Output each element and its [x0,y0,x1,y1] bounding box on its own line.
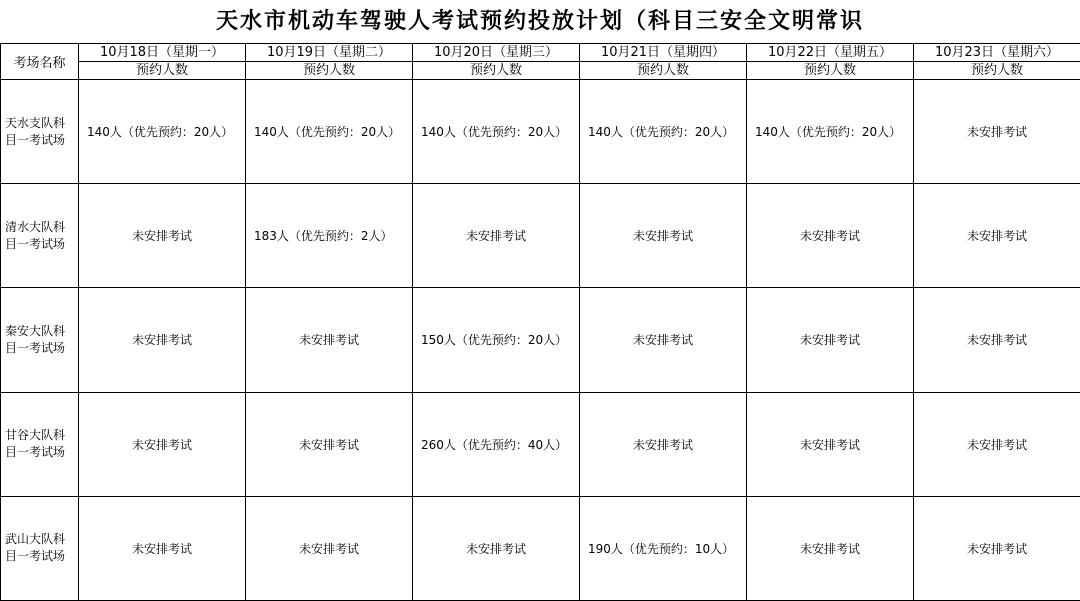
schedule-cell: 未安排考试 [914,496,1080,600]
quota-subheader: 预约人数 [747,62,914,80]
table-row [1,392,1080,496]
schedule-cell: 未安排考试 [747,496,914,600]
table-row [1,496,1080,600]
schedule-cell: 未安排考试 [914,80,1080,184]
table-row [1,80,1080,184]
schedule-cell: 140人（优先预约：20人） [580,80,747,184]
schedule-cell: 未安排考试 [246,496,413,600]
date-header: 10月21日（星期四） [580,44,747,62]
schedule-cell: 未安排考试 [747,392,914,496]
schedule-cell: 未安排考试 [580,184,747,288]
schedule-cell: 未安排考试 [914,392,1080,496]
schedule-cell: 未安排考试 [413,496,580,600]
schedule-cell: 未安排考试 [747,184,914,288]
schedule-cell: 140人（优先预约：20人） [747,80,914,184]
venue-name: 甘谷大队科 目一考试场 [1,392,79,496]
schedule-cell: 未安排考试 [914,184,1080,288]
schedule-cell: 未安排考试 [79,392,246,496]
date-header: 10月23日（星期六） [914,44,1080,62]
table-row [1,288,1080,392]
schedule-cell: 183人（优先预约：2人） [246,184,413,288]
schedule-cell: 未安排考试 [79,288,246,392]
schedule-table [0,43,1080,601]
schedule-cell: 未安排考试 [747,288,914,392]
schedule-cell: 未安排考试 [914,288,1080,392]
schedule-cell: 未安排考试 [246,392,413,496]
schedule-cell: 未安排考试 [79,184,246,288]
quota-subheader: 预约人数 [580,62,747,80]
venue-name: 武山大队科 目一考试场 [1,496,79,600]
date-header: 10月18日（星期一） [79,44,246,62]
document-title: 天水市机动车驾驶人考试预约投放计划（科目三安全文明常识 [215,9,864,34]
quota-subheader: 预约人数 [914,62,1080,80]
header-sub-row [1,62,1080,80]
schedule-cell: 260人（优先预约：40人） [413,392,580,496]
schedule-cell: 140人（优先预约：20人） [79,80,246,184]
schedule-cell: 140人（优先预约：20人） [413,80,580,184]
schedule-cell: 150人（优先预约：20人） [413,288,580,392]
schedule-cell: 未安排考试 [413,184,580,288]
quota-subheader: 预约人数 [79,62,246,80]
schedule-cell: 190人（优先预约：10人） [580,496,747,600]
date-header: 10月20日（星期三） [413,44,580,62]
date-header: 10月22日（星期五） [747,44,914,62]
date-header: 10月19日（星期二） [246,44,413,62]
header-date-row [1,44,1080,62]
quota-subheader: 预约人数 [246,62,413,80]
venue-column-header: 考场名称 [1,44,79,80]
schedule-cell: 140人（优先预约：20人） [246,80,413,184]
schedule-cell: 未安排考试 [79,496,246,600]
quota-subheader: 预约人数 [413,62,580,80]
venue-name: 天水支队科 目一考试场 [1,80,79,184]
venue-name: 清水大队科 目一考试场 [1,184,79,288]
venue-name: 秦安大队科 目一考试场 [1,288,79,392]
table-row [1,184,1080,288]
schedule-cell: 未安排考试 [580,288,747,392]
schedule-cell: 未安排考试 [580,392,747,496]
schedule-cell: 未安排考试 [246,288,413,392]
